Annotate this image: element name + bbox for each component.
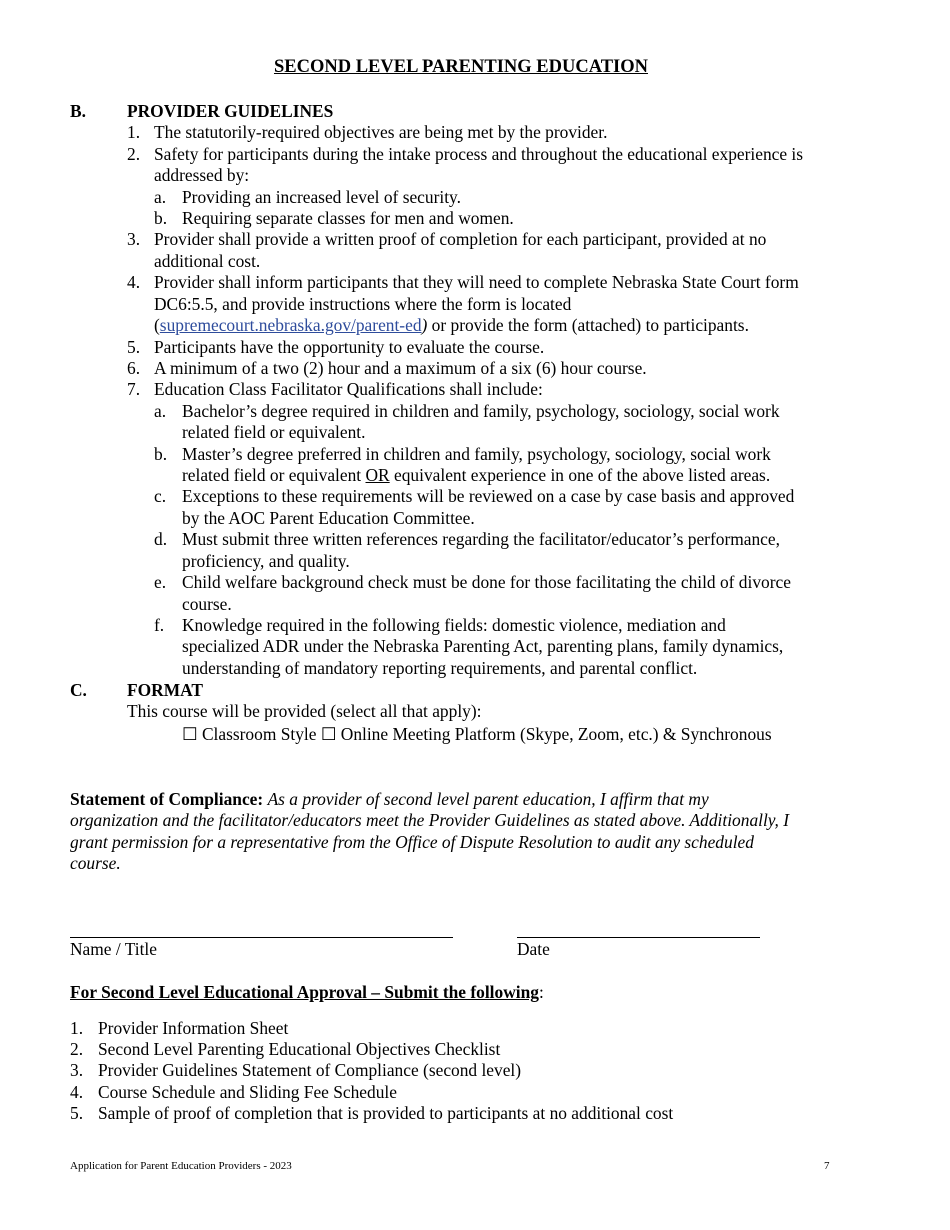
guideline-item: A minimum of a two (2) hour and a maximum of a six (6) hour course. [154, 358, 647, 378]
submit-heading-text: For Second Level Educational Approval – Submit the following [70, 982, 539, 1002]
guideline-item: The statutorily-required objectives are being met by the provider. [154, 122, 608, 142]
supremecourt-link[interactable]: supremecourt.nebraska.gov/parent-ed [159, 315, 422, 335]
sub-item: Bachelor’s degree required in children and family, psychology, sociology, social work [182, 401, 780, 421]
sub-text-pre: related field or equivalent [182, 465, 366, 485]
section-c-letter: C. [70, 680, 87, 700]
name-title-label: Name / Title [70, 939, 157, 959]
sub-text-post: equivalent experience in one of the above listed areas. [389, 465, 771, 485]
sub-letter: b. [154, 208, 168, 228]
sub-letter: b. [154, 444, 168, 464]
guideline-item-cont: additional cost. [154, 251, 261, 271]
statement-text: course. [70, 852, 121, 873]
list-item: Course Schedule and Sliding Fee Schedule [98, 1082, 397, 1102]
sub-item-cont: specialized ADR under the Nebraska Parenting Act, parenting plans, family dynamics, [182, 636, 784, 656]
statement-of-compliance [70, 789, 870, 874]
item-number: 1. [127, 122, 141, 142]
statement-text: As a provider of second level parent education, I affirm that my [267, 789, 709, 809]
section-c-heading: FORMAT [127, 680, 203, 700]
guideline-item: Safety for participants during the intake process and throughout the educational experience is [154, 144, 804, 164]
sub-item: Requiring separate classes for men and women. [182, 208, 514, 228]
sub-item: Knowledge required in the following fields: domestic violence, mediation and [182, 615, 726, 635]
sub-item: Master’s degree preferred in children and family, psychology, sociology, social work [182, 444, 771, 464]
sub-item: Exceptions to these requirements will be reviewed on a case by case basis and approved [182, 486, 795, 506]
guideline-item: Provider shall inform participants that they will need to complete Nebraska State Court form [154, 272, 799, 292]
section-b-letter: B. [70, 101, 86, 121]
list-number: 5. [70, 1103, 84, 1123]
name-signature-line[interactable] [70, 937, 453, 938]
guideline-item: Participants have the opportunity to evaluate the course. [154, 337, 545, 357]
format-options [182, 724, 772, 745]
sub-letter: f. [154, 615, 165, 635]
date-signature-line[interactable] [517, 937, 760, 938]
page-number: 7 [824, 1160, 830, 1172]
sub-letter: d. [154, 529, 168, 549]
sub-item-cont: proficiency, and quality. [182, 551, 350, 571]
sub-letter: e. [154, 572, 167, 592]
submit-heading [70, 982, 544, 1003]
classroom-option-label: Classroom Style [201, 724, 317, 744]
section-b-heading: PROVIDER GUIDELINES [127, 101, 334, 121]
sub-item-cont: understanding of mandatory reporting requirements, and parental conflict. [182, 658, 698, 678]
sub-item-cont: by the AOC Parent Education Committee. [182, 508, 475, 528]
item-number: 2. [127, 144, 141, 164]
classroom-checkbox[interactable]: ☐ [182, 724, 198, 744]
date-label: Date [517, 939, 550, 959]
sub-letter: c. [154, 486, 167, 506]
sub-item: Providing an increased level of security. [182, 187, 461, 207]
item-number: 5. [127, 337, 141, 357]
list-item: Provider Information Sheet [98, 1018, 289, 1038]
statement-label: Statement of Compliance: [70, 789, 264, 809]
sub-item: Child welfare background check must be done for those facilitating the child of divorce [182, 572, 791, 592]
sub-item: Must submit three written references regarding the facilitator/educator’s performance, [182, 529, 780, 549]
paren-close: ) [421, 315, 428, 335]
or-emphasis: OR [365, 465, 390, 485]
sub-item-cont [182, 465, 862, 486]
submit-heading-colon: : [538, 982, 544, 1002]
online-checkbox[interactable]: ☐ [320, 724, 337, 744]
link-trailing-text: or provide the form (attached) to participants. [427, 315, 749, 335]
sub-letter: a. [154, 187, 167, 207]
guideline-item: Education Class Facilitator Qualifications shall include: [154, 379, 543, 399]
sub-item-cont: related field or equivalent. [182, 422, 366, 442]
list-number: 3. [70, 1060, 84, 1080]
guideline-item-cont: DC6:5.5, and provide instructions where the form is located [154, 294, 572, 314]
item-number: 7. [127, 379, 141, 399]
statement-text: organization and the facilitator/educators meet the Provider Guidelines as stated above. Additionally, I [70, 810, 790, 831]
statement-text: grant permission for a representative from the Office of Dispute Resolution to audit any scheduled [70, 831, 754, 852]
online-option-label: Online Meeting Platform (Skype, Zoom, etc.) & Synchronous [340, 724, 772, 744]
format-intro: This course will be provided (select all that apply): [127, 701, 482, 721]
sub-item-cont: course. [182, 594, 232, 614]
item-number: 6. [127, 358, 141, 378]
paren-open: ( [154, 315, 160, 335]
page-title: SECOND LEVEL PARENTING EDUCATION [273, 57, 648, 77]
footer-text: Application for Parent Education Providers - 2023 [70, 1160, 292, 1172]
list-number: 2. [70, 1039, 84, 1059]
item-number: 4. [127, 272, 141, 292]
list-item: Second Level Parenting Educational Objectives Checklist [98, 1039, 501, 1059]
sub-letter: a. [154, 401, 167, 421]
list-item: Sample of proof of completion that is provided to participants at no additional cost [98, 1103, 674, 1123]
guideline-item: Provider shall provide a written proof of completion for each participant, provided at no [154, 229, 767, 249]
list-item: Provider Guidelines Statement of Compliance (second level) [98, 1060, 522, 1080]
guideline-item-cont: addressed by: [154, 165, 250, 185]
guideline-item-cont [154, 315, 854, 336]
item-number: 3. [127, 229, 141, 249]
list-number: 4. [70, 1082, 84, 1102]
list-number: 1. [70, 1018, 84, 1038]
